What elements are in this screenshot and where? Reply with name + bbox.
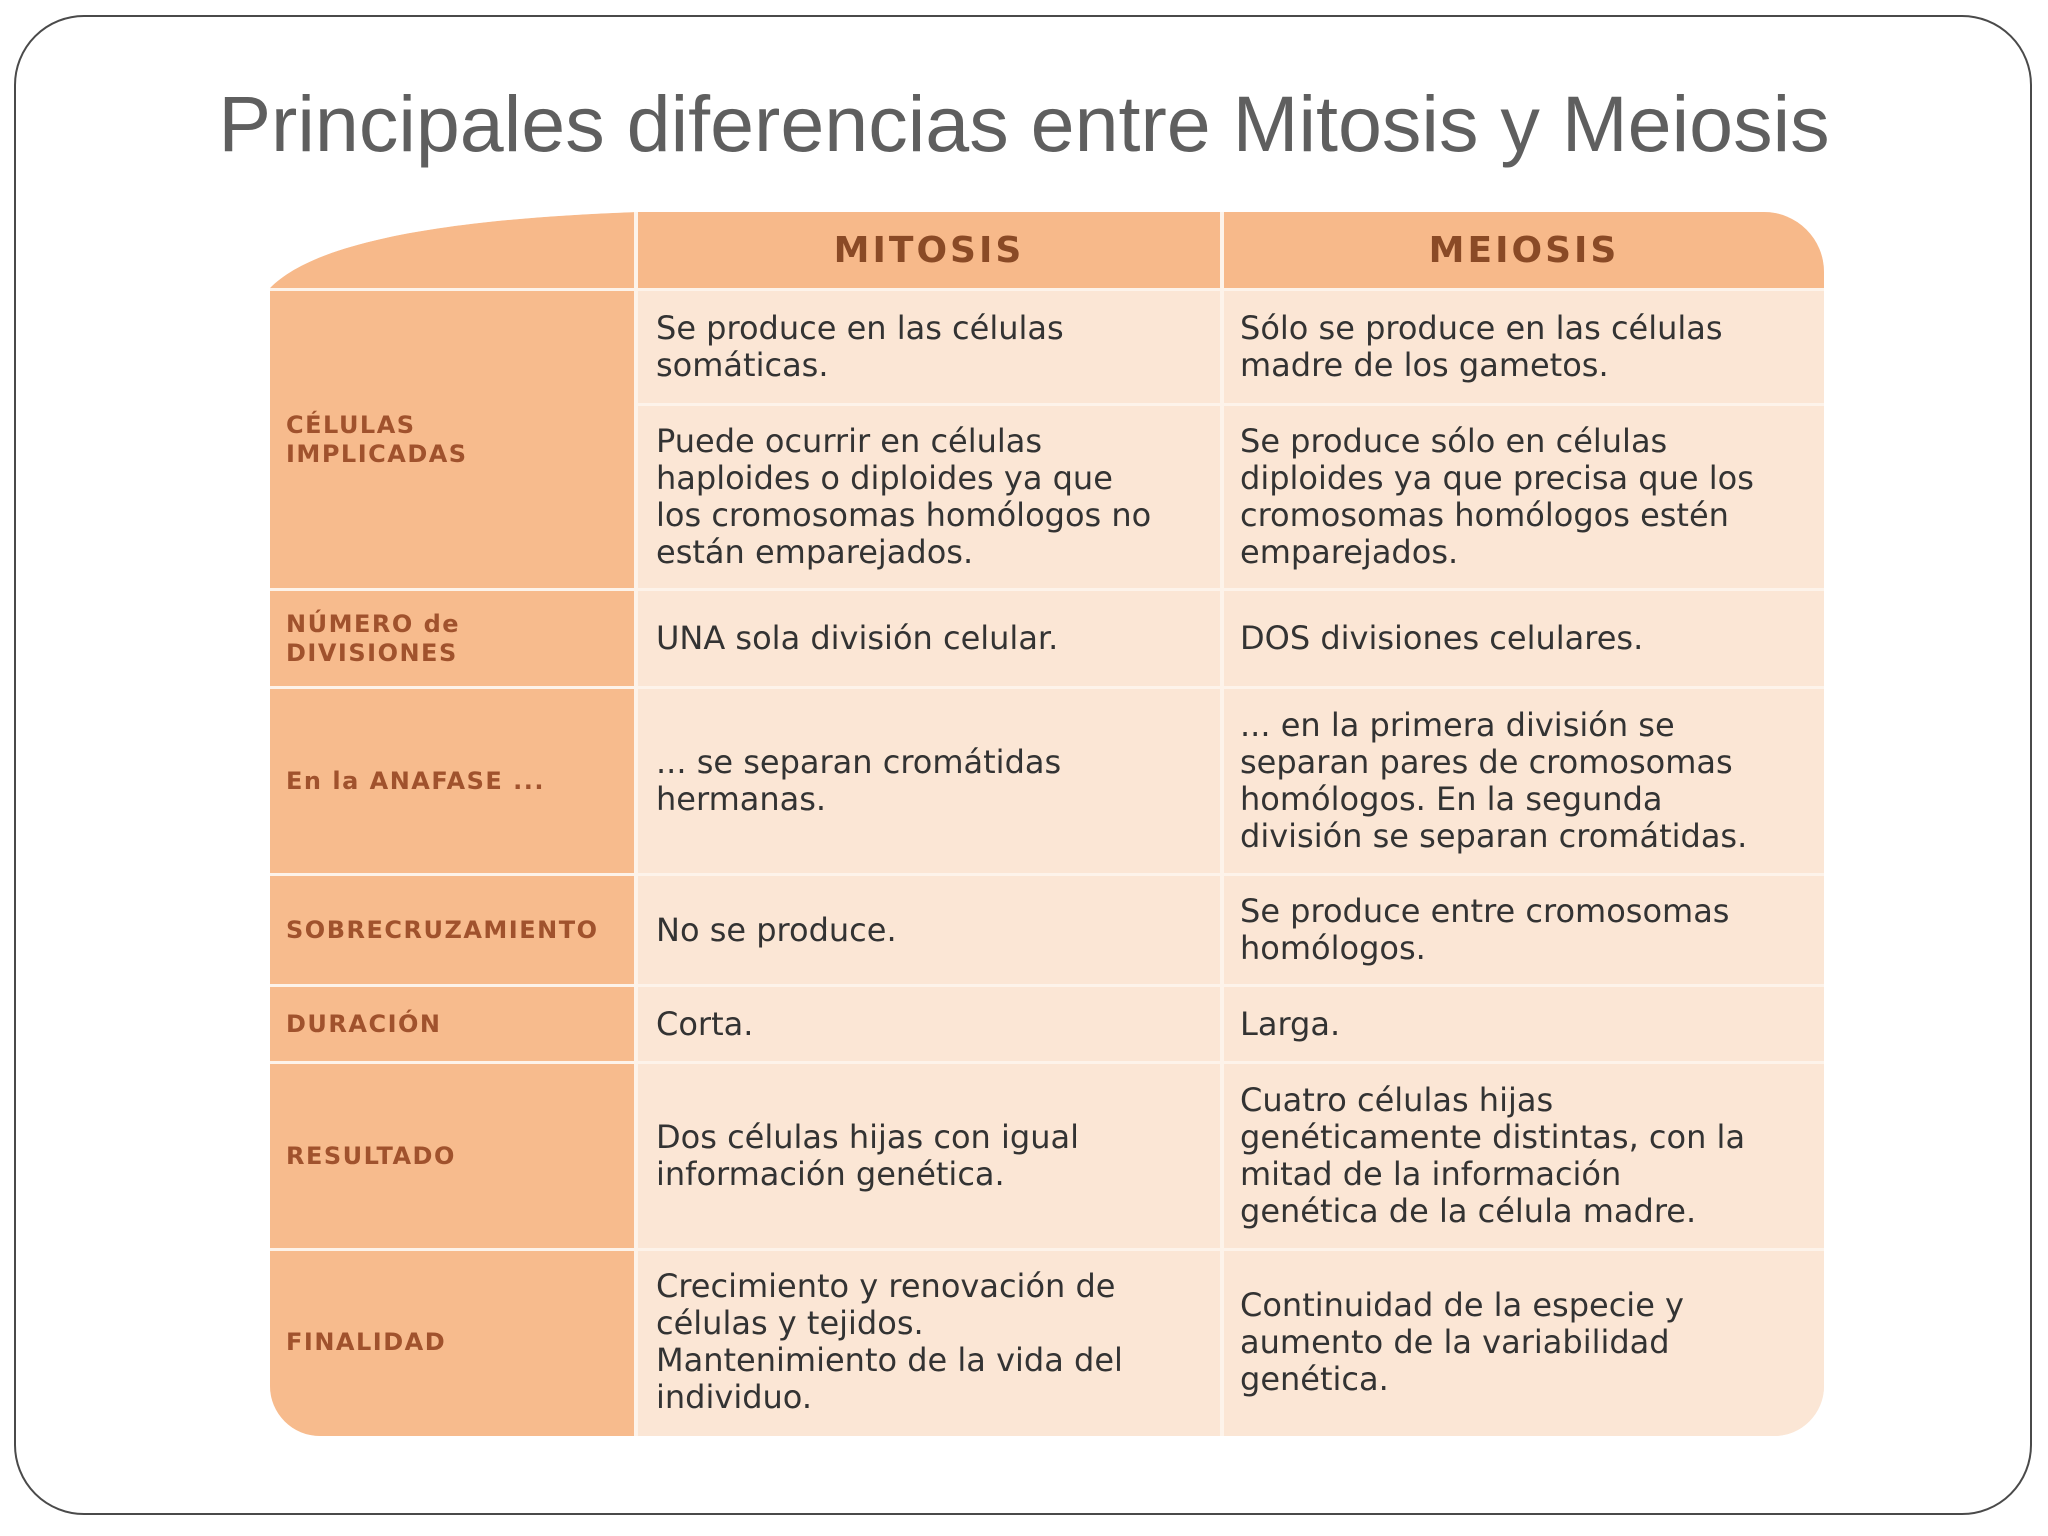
cell-divisiones-meiosis: DOS divisiones celulares.	[1240, 619, 1644, 657]
row-label-celulas: CÉLULAS IMPLICADAS	[286, 410, 468, 468]
row-label-anafase: En la ANAFASE ...	[286, 766, 545, 795]
cell-celulas-meiosis-1: Sólo se produce en las células madre de los gametos.	[1240, 309, 1723, 384]
row-label-resultado: RESULTADO	[286, 1141, 456, 1170]
row-label-sobrecruzamiento: SOBRECRUZAMIENTO	[286, 915, 599, 944]
cell-finalidad-meiosis: Continuidad de la especie y aumento de la variabilidad genética.	[1240, 1285, 1684, 1398]
row-label-duracion: DURACIÓN	[286, 1009, 442, 1038]
divider-columns	[1220, 212, 1224, 1436]
cell-duracion-meiosis: Larga.	[1240, 1004, 1341, 1043]
cell-divisiones-mitosis: UNA sola división celular.	[656, 619, 1059, 657]
cell-anafase-meiosis: ... en la primera división se separan pares de cromosomas homólogos. En la segunda división se separan cromátidas.	[1240, 706, 1748, 855]
row-label-finalidad: FINALIDAD	[286, 1327, 447, 1356]
cell-finalidad-mitosis: Crecimiento y renovación de células y tejidos. Mantenimiento de la vida del individuo.	[656, 1267, 1123, 1416]
slide-title: Principales diferencias entre Mitosis y Meiosis	[218, 79, 1830, 168]
cell-sobrecruzamiento-mitosis: No se produce.	[656, 910, 897, 949]
cell-celulas-mitosis-2: Puede ocurrir en células haploides o diploides ya que los cromosomas homólogos no están emparejados.	[656, 422, 1152, 571]
cell-celulas-mitosis-1: Se produce en las células somáticas.	[656, 309, 1064, 384]
cell-sobrecruzamiento-meiosis: Se produce entre cromosomas homólogos.	[1240, 892, 1730, 967]
comparison-table	[270, 212, 1824, 1436]
cell-resultado-meiosis: Cuatro células hijas genéticamente distintas, con la mitad de la información genética de la célula madre.	[1240, 1081, 1746, 1230]
header-mitosis: MITOSIS	[833, 229, 1025, 271]
header-meiosis: MEIOSIS	[1428, 229, 1620, 271]
row-label-numero-divisiones: NÚMERO de DIVISIONES	[286, 609, 461, 667]
header-corner-cut	[270, 212, 636, 288]
cell-anafase-mitosis: ... se separan cromátidas hermanas.	[656, 743, 1062, 818]
cell-celulas-meiosis-2: Se produce sólo en células diploides ya que precisa que los cromosomas homólogos estén emparejados.	[1240, 422, 1754, 571]
cell-resultado-mitosis: Dos células hijas con igual información genética.	[656, 1118, 1079, 1193]
cell-duracion-mitosis: Corta.	[656, 1004, 754, 1043]
